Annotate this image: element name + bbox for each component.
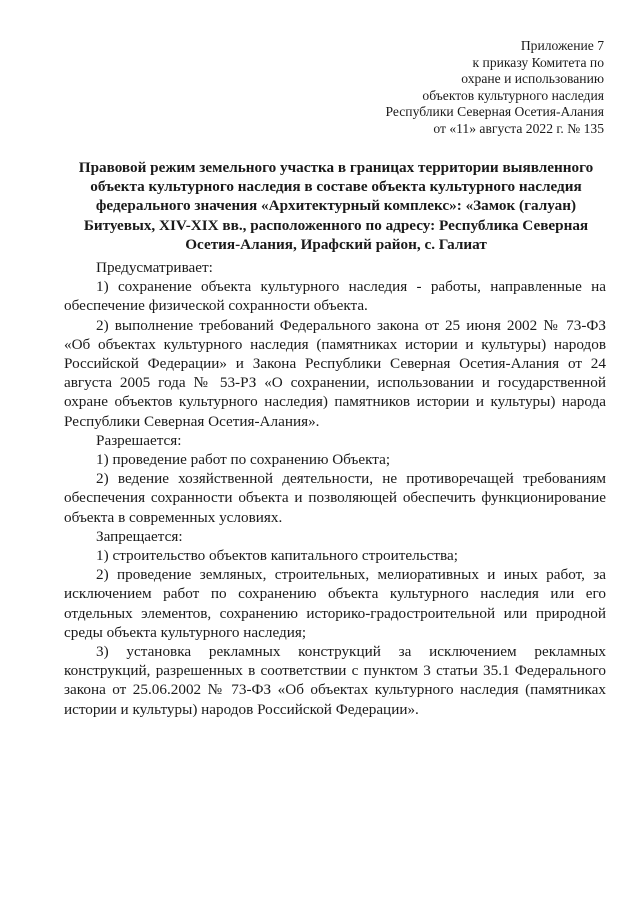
document-title	[64, 158, 608, 254]
appendix-line: Республики Северная Осетия-Алания	[385, 104, 604, 120]
allowed-item: 1) проведение работ по сохранению Объекта;	[96, 451, 391, 469]
forbidden-item: 1) строительство объектов капитального строительства;	[96, 547, 458, 565]
appendix-header	[304, 38, 604, 138]
appendix-line: Приложение 7	[520, 38, 604, 53]
provides-item: 2) выполнение требований Федерального закона от 25 июня 2002 № 73-ФЗ «Об объектах культурного наследия (памятниках истории и культуры) народов Российской Федерации» и Закона Республики Северная Осетия-Алания от 24 августа 2005 года № 53-РЗ «О сохранении, использовании и государственной охране объектов культурного наследия) памятников истории и культуры) народа Республики Северная Осетия-Алания».	[64, 316, 606, 430]
forbidden-item: 3) установка рекламных конструкций за исключением рекламных конструкций, разрешенных в соответствии с пунктом 3 статьи 35.1 Федерального закона от 25.06.2002 № 73-ФЗ «Об объектах культурного наследия (памятниках истории и культуры) народов Российской Федерации».	[64, 643, 606, 718]
document-body	[64, 258, 606, 719]
appendix-line: объектов культурного наследия	[422, 87, 604, 103]
allowed-heading: Разрешается:	[96, 431, 182, 449]
title-line: Правовой режим земельного участка в границах территории выявленного	[78, 159, 594, 176]
appendix-line: к приказу Комитета по	[472, 54, 604, 70]
forbidden-item: 2) проведение земляных, строительных, мелиоративных и иных работ, за исключением работ по сохранению объекта культурного наследия или его отдельных элементов, сохранению историко-градостроительной или природной среды объекта культурного наследия;	[64, 566, 606, 641]
allowed-item: 2) ведение хозяйственной деятельности, не противоречащей требованиям обеспечения сохранности объекта и позволяющей обеспечить функционирование объекта в современных условиях.	[64, 470, 606, 526]
provides-heading: Предусматривает:	[96, 259, 213, 276]
provides-item: 1) сохранение объекта культурного наследия - работы, направленные на обеспечение физической сохранности объекта.	[64, 278, 606, 315]
appendix-line: охране и использованию	[461, 71, 604, 87]
title-line: федерального значения «Архитектурный комплекс»: «Замок (галуан)	[95, 197, 577, 215]
forbidden-heading: Запрещается:	[96, 527, 183, 545]
title-line: Битуевых, XIV-XIX вв., расположенного по адресу: Республика Северная	[83, 216, 589, 234]
title-line: объекта культурного наследия в составе объекта культурного наследия	[90, 178, 582, 196]
title-line: Осетия-Алания, Ирафский район, с. Галиат	[185, 235, 487, 253]
appendix-line: от «11» августа 2022 г. № 135	[433, 120, 604, 136]
